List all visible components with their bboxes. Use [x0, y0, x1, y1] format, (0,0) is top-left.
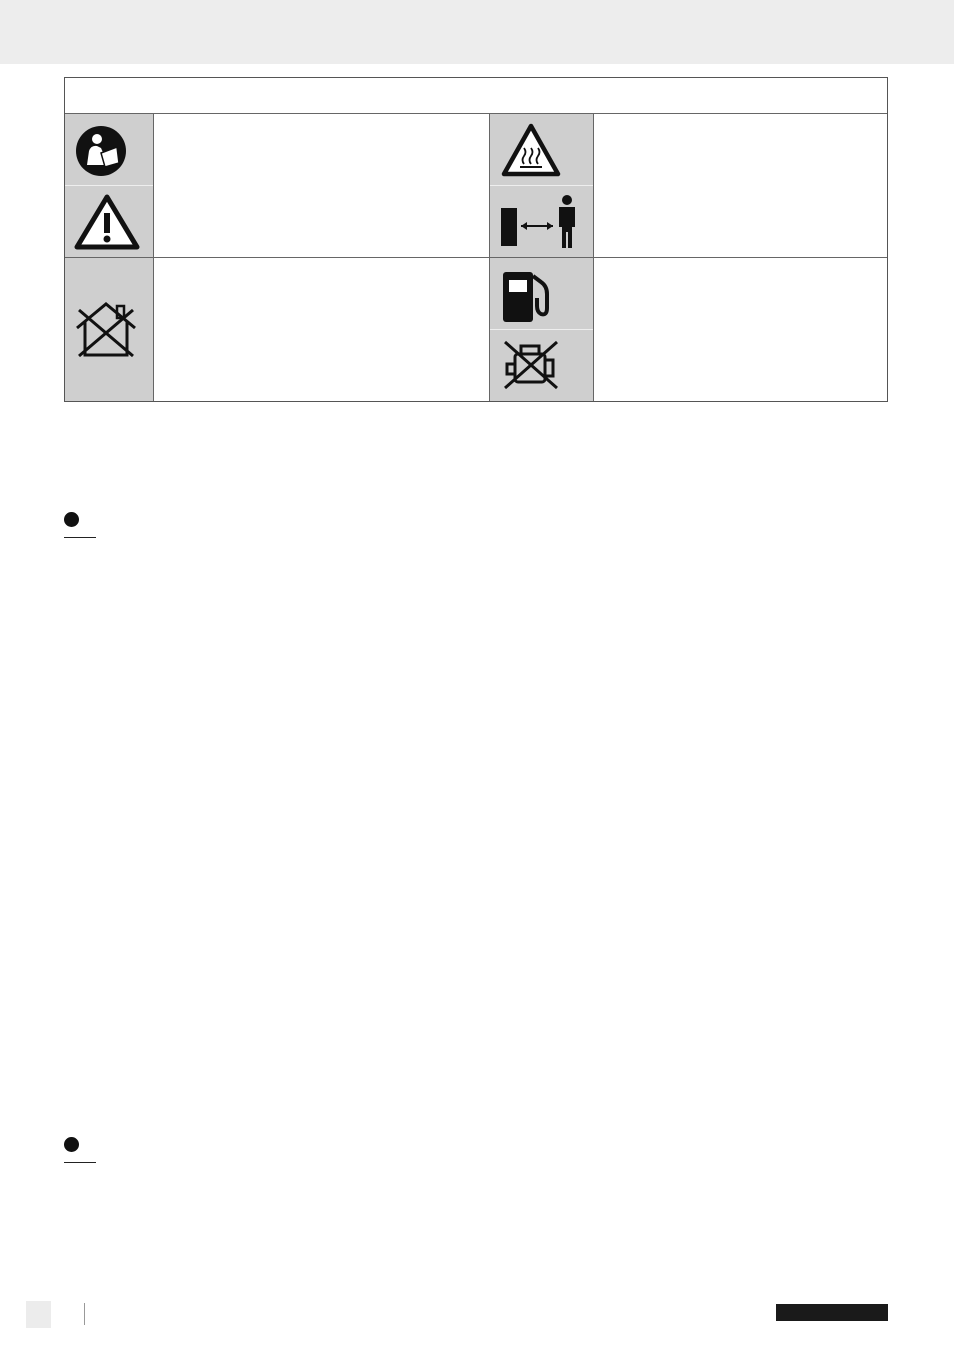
keep-distance-icon [499, 194, 581, 250]
safety-instructions-heading [64, 1134, 96, 1163]
warning-signs-table [64, 77, 888, 402]
warning-text-hot-parts [603, 163, 883, 187]
footer-divider [84, 1303, 85, 1325]
warning-triangle-icon [73, 193, 141, 251]
warning-text-read-instructions [163, 164, 483, 188]
bullet-dot [64, 512, 79, 527]
fuel-pump-icon [501, 268, 553, 324]
no-indoor-operation-icon [73, 300, 139, 358]
engine-off-icon [501, 336, 561, 394]
brand-logo [776, 1304, 888, 1321]
list-item [64, 1188, 464, 1238]
bullet-dot [64, 1137, 79, 1152]
read-manual-icon [75, 125, 127, 177]
hot-surface-icon [500, 122, 562, 178]
warning-text-ventilation [163, 308, 483, 332]
page-header [0, 0, 954, 64]
page-corner-box [26, 1301, 51, 1328]
introduction-heading [64, 509, 96, 538]
warning-text-refueling [603, 295, 883, 343]
